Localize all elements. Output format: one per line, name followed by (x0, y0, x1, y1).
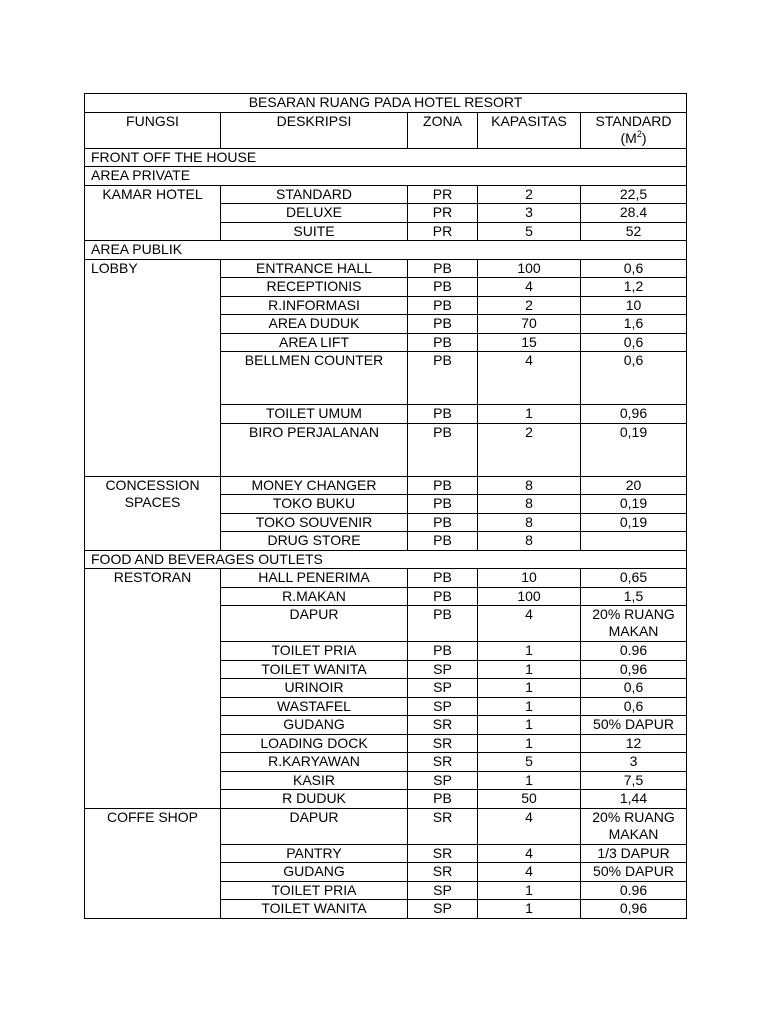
cell-kapasitas: 1 (478, 660, 581, 679)
cell-deskripsi: DAPUR (221, 808, 408, 844)
cell-standard: 1,6 (581, 315, 687, 334)
cell-zona: PB (408, 333, 478, 352)
cell-kapasitas: 8 (478, 513, 581, 532)
cell-deskripsi: R DUDUK (221, 790, 408, 809)
cell-standard: 1,5 (581, 587, 687, 606)
cell-kapasitas: 8 (478, 532, 581, 551)
cell-zona: SP (408, 881, 478, 900)
table-row (85, 259, 687, 278)
cell-deskripsi: DELUXE (221, 204, 408, 223)
cell-zona: PB (408, 278, 478, 297)
cell-deskripsi: HALL PENERIMA (221, 569, 408, 588)
cell-kapasitas: 70 (478, 315, 581, 334)
cell-deskripsi: TOILET PRIA (221, 642, 408, 661)
cell-zona: PR (408, 185, 478, 204)
section-row (85, 167, 687, 186)
cell-kapasitas: 50 (478, 790, 581, 809)
cell-kapasitas: 1 (478, 771, 581, 790)
space-table (84, 93, 687, 919)
cell-deskripsi: GUDANG (221, 863, 408, 882)
cell-zona: SR (408, 844, 478, 863)
cell-kapasitas: 2 (478, 423, 581, 476)
cell-kapasitas: 15 (478, 333, 581, 352)
cell-standard: 0,19 (581, 495, 687, 514)
cell-standard: 0,6 (581, 259, 687, 278)
group-label: RESTORAN (85, 569, 221, 809)
cell-deskripsi: DAPUR (221, 606, 408, 642)
cell-standard: 0,19 (581, 513, 687, 532)
table-title: BESARAN RUANG PADA HOTEL RESORT (85, 94, 687, 113)
cell-zona: SP (408, 697, 478, 716)
cell-standard: 28.4 (581, 204, 687, 223)
cell-deskripsi: KASIR (221, 771, 408, 790)
cell-zona: SP (408, 900, 478, 919)
cell-deskripsi: BELLMEN COUNTER (221, 352, 408, 405)
cell-standard: 50% DAPUR (581, 716, 687, 735)
cell-kapasitas: 1 (478, 881, 581, 900)
cell-deskripsi: LOADING DOCK (221, 734, 408, 753)
cell-zona: PB (408, 495, 478, 514)
cell-kapasitas: 4 (478, 352, 581, 405)
header-standard-unit-open: (M (620, 129, 637, 146)
cell-kapasitas: 4 (478, 863, 581, 882)
cell-zona: PB (408, 532, 478, 551)
cell-deskripsi: PANTRY (221, 844, 408, 863)
cell-zona: SP (408, 771, 478, 790)
cell-standard: 1/3 DAPUR (581, 844, 687, 863)
section-row (85, 550, 687, 569)
cell-deskripsi: SUITE (221, 222, 408, 241)
cell-standard: 20% RUANG MAKAN (581, 808, 687, 844)
cell-zona: SP (408, 679, 478, 698)
cell-deskripsi: R.KARYAWAN (221, 753, 408, 772)
cell-zona: PB (408, 642, 478, 661)
cell-kapasitas: 1 (478, 405, 581, 424)
section-label: FRONT OFF THE HOUSE (85, 148, 687, 167)
cell-kapasitas: 10 (478, 569, 581, 588)
header-fungsi: FUNGSI (85, 112, 221, 148)
cell-zona: SR (408, 716, 478, 735)
cell-standard: 0,65 (581, 569, 687, 588)
section-label: FOOD AND BEVERAGES OUTLETS (85, 550, 687, 569)
cell-deskripsi: GUDANG (221, 716, 408, 735)
group-label: LOBBY (85, 259, 221, 476)
cell-standard: 20 (581, 476, 687, 495)
cell-standard: 50% DAPUR (581, 863, 687, 882)
cell-kapasitas: 1 (478, 679, 581, 698)
header-deskripsi: DESKRIPSI (221, 112, 408, 148)
cell-standard: 0,6 (581, 352, 687, 405)
cell-deskripsi: WASTAFEL (221, 697, 408, 716)
cell-standard: 3 (581, 753, 687, 772)
cell-deskripsi: TOKO SOUVENIR (221, 513, 408, 532)
table-title-row (85, 94, 687, 113)
cell-zona: PB (408, 790, 478, 809)
cell-deskripsi: RECEPTIONIS (221, 278, 408, 297)
cell-zona: PB (408, 423, 478, 476)
cell-zona: PR (408, 222, 478, 241)
section-row (85, 241, 687, 260)
cell-kapasitas: 5 (478, 753, 581, 772)
cell-standard: 0,96 (581, 660, 687, 679)
cell-kapasitas: 8 (478, 495, 581, 514)
cell-standard: 22,5 (581, 185, 687, 204)
section-label: AREA PRIVATE (85, 167, 687, 186)
cell-deskripsi: R.INFORMASI (221, 296, 408, 315)
cell-deskripsi: TOILET PRIA (221, 881, 408, 900)
cell-deskripsi: TOILET UMUM (221, 405, 408, 424)
cell-standard: 0,6 (581, 333, 687, 352)
cell-deskripsi: TOKO BUKU (221, 495, 408, 514)
cell-kapasitas: 100 (478, 587, 581, 606)
cell-zona: PB (408, 513, 478, 532)
cell-standard: 12 (581, 734, 687, 753)
cell-standard: 1,44 (581, 790, 687, 809)
cell-standard: 7,5 (581, 771, 687, 790)
cell-kapasitas: 2 (478, 296, 581, 315)
group-label: KAMAR HOTEL (85, 185, 221, 241)
cell-kapasitas: 100 (478, 259, 581, 278)
cell-deskripsi: BIRO PERJALANAN (221, 423, 408, 476)
cell-standard: 0,96 (581, 900, 687, 919)
cell-kapasitas: 1 (478, 716, 581, 735)
cell-deskripsi: TOILET WANITA (221, 900, 408, 919)
cell-standard: 10 (581, 296, 687, 315)
cell-zona: SR (408, 863, 478, 882)
cell-zona: PB (408, 315, 478, 334)
cell-deskripsi: MONEY CHANGER (221, 476, 408, 495)
cell-deskripsi: STANDARD (221, 185, 408, 204)
header-standard-unit-close: ) (641, 129, 647, 146)
cell-standard: 52 (581, 222, 687, 241)
group-label: COFFE SHOP (85, 808, 221, 918)
cell-kapasitas: 4 (478, 606, 581, 642)
cell-zona: PB (408, 405, 478, 424)
section-row (85, 148, 687, 167)
cell-zona: PR (408, 204, 478, 223)
cell-zona: PB (408, 259, 478, 278)
cell-standard: 0,19 (581, 423, 687, 476)
cell-kapasitas: 1 (478, 900, 581, 919)
cell-zona: SP (408, 660, 478, 679)
cell-standard: 0,6 (581, 697, 687, 716)
cell-deskripsi: AREA LIFT (221, 333, 408, 352)
cell-kapasitas: 4 (478, 278, 581, 297)
cell-deskripsi: AREA DUDUK (221, 315, 408, 334)
cell-zona: PB (408, 296, 478, 315)
cell-kapasitas: 5 (478, 222, 581, 241)
table-row (85, 569, 687, 588)
cell-deskripsi: URINOIR (221, 679, 408, 698)
cell-kapasitas: 2 (478, 185, 581, 204)
cell-standard: 0.96 (581, 881, 687, 900)
cell-deskripsi: TOILET WANITA (221, 660, 408, 679)
table-row (85, 808, 687, 844)
cell-zona: SR (408, 753, 478, 772)
cell-kapasitas: 3 (478, 204, 581, 223)
header-standard-label: STANDARD (595, 112, 672, 129)
cell-kapasitas: 1 (478, 642, 581, 661)
cell-kapasitas: 1 (478, 697, 581, 716)
header-standard-unit-sup: 2 (636, 128, 642, 139)
header-row (85, 112, 687, 148)
cell-zona: PB (408, 569, 478, 588)
cell-kapasitas: 8 (478, 476, 581, 495)
cell-zona: PB (408, 352, 478, 405)
cell-kapasitas: 4 (478, 808, 581, 844)
cell-deskripsi: DRUG STORE (221, 532, 408, 551)
cell-standard (581, 532, 687, 551)
section-label: AREA PUBLIK (85, 241, 687, 260)
group-label: CONCESSION SPACES (85, 476, 221, 550)
header-standard (581, 112, 687, 148)
cell-standard: 0,6 (581, 679, 687, 698)
cell-standard: 20% RUANG MAKAN (581, 606, 687, 642)
cell-zona: SR (408, 734, 478, 753)
table-row (85, 476, 687, 495)
cell-deskripsi: ENTRANCE HALL (221, 259, 408, 278)
cell-standard: 1,2 (581, 278, 687, 297)
header-kapasitas: KAPASITAS (478, 112, 581, 148)
cell-standard: 0,96 (581, 405, 687, 424)
table-row (85, 185, 687, 204)
cell-kapasitas: 4 (478, 844, 581, 863)
header-zona: ZONA (408, 112, 478, 148)
cell-kapasitas: 1 (478, 734, 581, 753)
cell-zona: SR (408, 808, 478, 844)
cell-zona: PB (408, 606, 478, 642)
cell-standard: 0.96 (581, 642, 687, 661)
cell-deskripsi: R.MAKAN (221, 587, 408, 606)
cell-zona: PB (408, 587, 478, 606)
cell-zona: PB (408, 476, 478, 495)
